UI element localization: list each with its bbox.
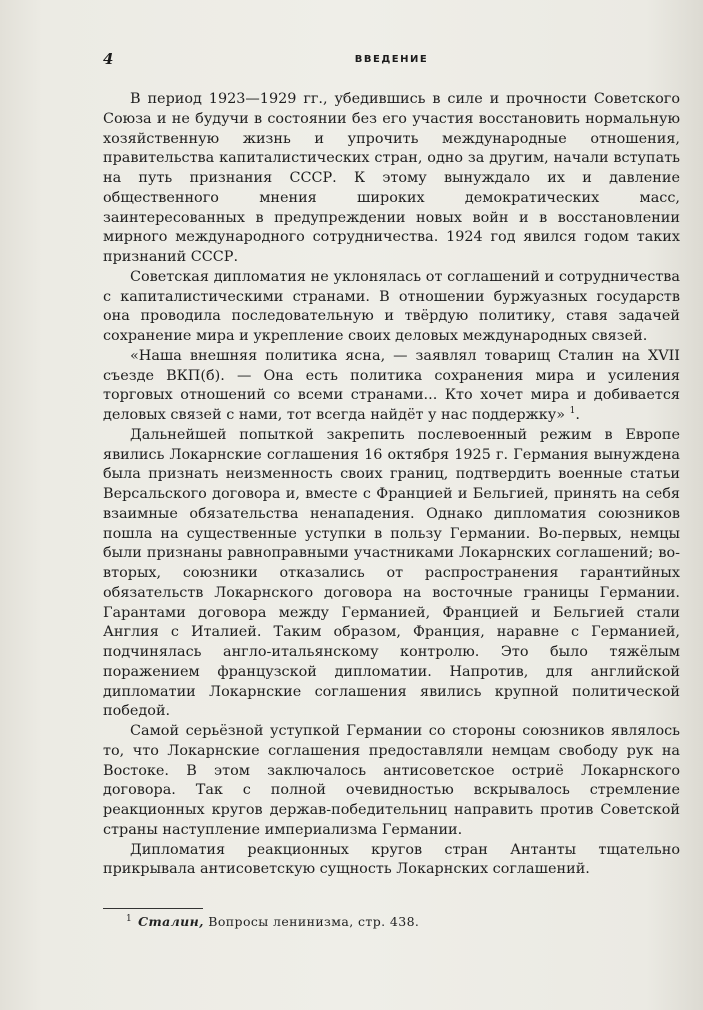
footnote-reference: 1 xyxy=(569,406,576,417)
paragraph-soviet-diplomacy: Советская дипломатия не уклонялась от соглашений и сотрудничества с капиталистическими странами. В отношении буржуазных государств она проводила последовательную и твёрдую политику, ставя задачей сохранение мира и укрепление своих деловых международных связей. xyxy=(103,268,680,344)
paragraph-entente-diplomacy: Дипломатия реакционных кругов стран Антанты тщательно прикрывала антисоветскую сущность Локарнских соглашений. xyxy=(103,841,680,878)
page-header xyxy=(103,50,680,70)
footnote xyxy=(126,914,419,930)
footnote-author: Сталин, xyxy=(138,914,204,929)
paragraph-recognition-of-ussr: В период 1923—1929 гг., убедившись в силе и прочности Советского Союза и не будучи в состоянии без его участия восстановить нормальную хозяйственную жизнь и упрочить международные отношения, правительства капиталистических стран, одно за другим, начали вступать на путь признания СССР. К этому вынуждало их и давление общественного мнения широких демократических масс, заинтересованных в предупреждении новых войн и в восстановлении мирного международного сотрудничества. 1924 год явился годом таких признаний СССР. xyxy=(103,91,680,265)
footnote-number: 1 xyxy=(126,913,133,924)
footnote-text: Вопросы ленинизма, стр. 438. xyxy=(208,914,420,929)
running-title: ВВЕДЕНИЕ xyxy=(354,54,429,65)
paragraph-locarno-agreements: Дальнейшей попыткой закрепить послевоенный режим в Европе явились Локарнские соглашения 16 октября 1925 г. Германия вынуждена была признать неизменность своих границ, подтвердить военные статьи Версальского договора и, вместе с Францией и Бельгией, принять на себя взаимные обязательства ненападения. Однако дипломатия союзников пошла на существенные уступки в пользу Германии. Во-первых, немцы были признаны равноправными участниками Локарнских соглашений; во-вторых, союзники отказались от распространения гарантийных обязательств Локарнского договора на восточные границы Германии. Гарантами договора между Германией, Францией и Бельгией стали Англия с Италией. Таким образом, Франция, наравне с Германией, подчинялась англо-итальянскому контролю. Это было тяжёлым поражением французской дипломатии. Напротив, для английской дипломатии Локарнские соглашения явились крупной политической победой. xyxy=(103,426,680,720)
stalin-quote-text: «Наша внешняя политика ясна, — заявлял товарищ Сталин на XVII съезде ВКП(б). — Она есть политика сохранения мира и усиления торговых отношений со всеми странами... Кто хочет мира и добивается деловых связей с нами, тот всегда найдёт у нас поддержку» xyxy=(103,347,680,423)
body-text xyxy=(103,90,680,880)
footnote-divider xyxy=(103,908,203,909)
paragraph-stalin-quote: «Наша внешняя политика ясна, — заявлял товарищ Сталин на XVII съезде ВКП(б). — Она есть политика сохранения мира и усиления торговых отношений со всеми странами... Кто хочет мира и добивается деловых связей с нами, тот всегда найдёт у нас поддержку» $^1$. xyxy=(103,347,680,423)
paragraph-concession-to-germany: Самой серьёзной уступкой Германии со стороны союзников являлось то, что Локарнские соглашения предоставляли немцам свободу рук на Востоке. В этом заключалось антисоветское остриё Локарнского договора. Так с полной очевидностью вскрывалось стремление реакционных кругов держав-победительниц направить против Советской страны наступление империализма Германии. xyxy=(103,723,680,838)
page-number: 4 xyxy=(103,50,114,68)
